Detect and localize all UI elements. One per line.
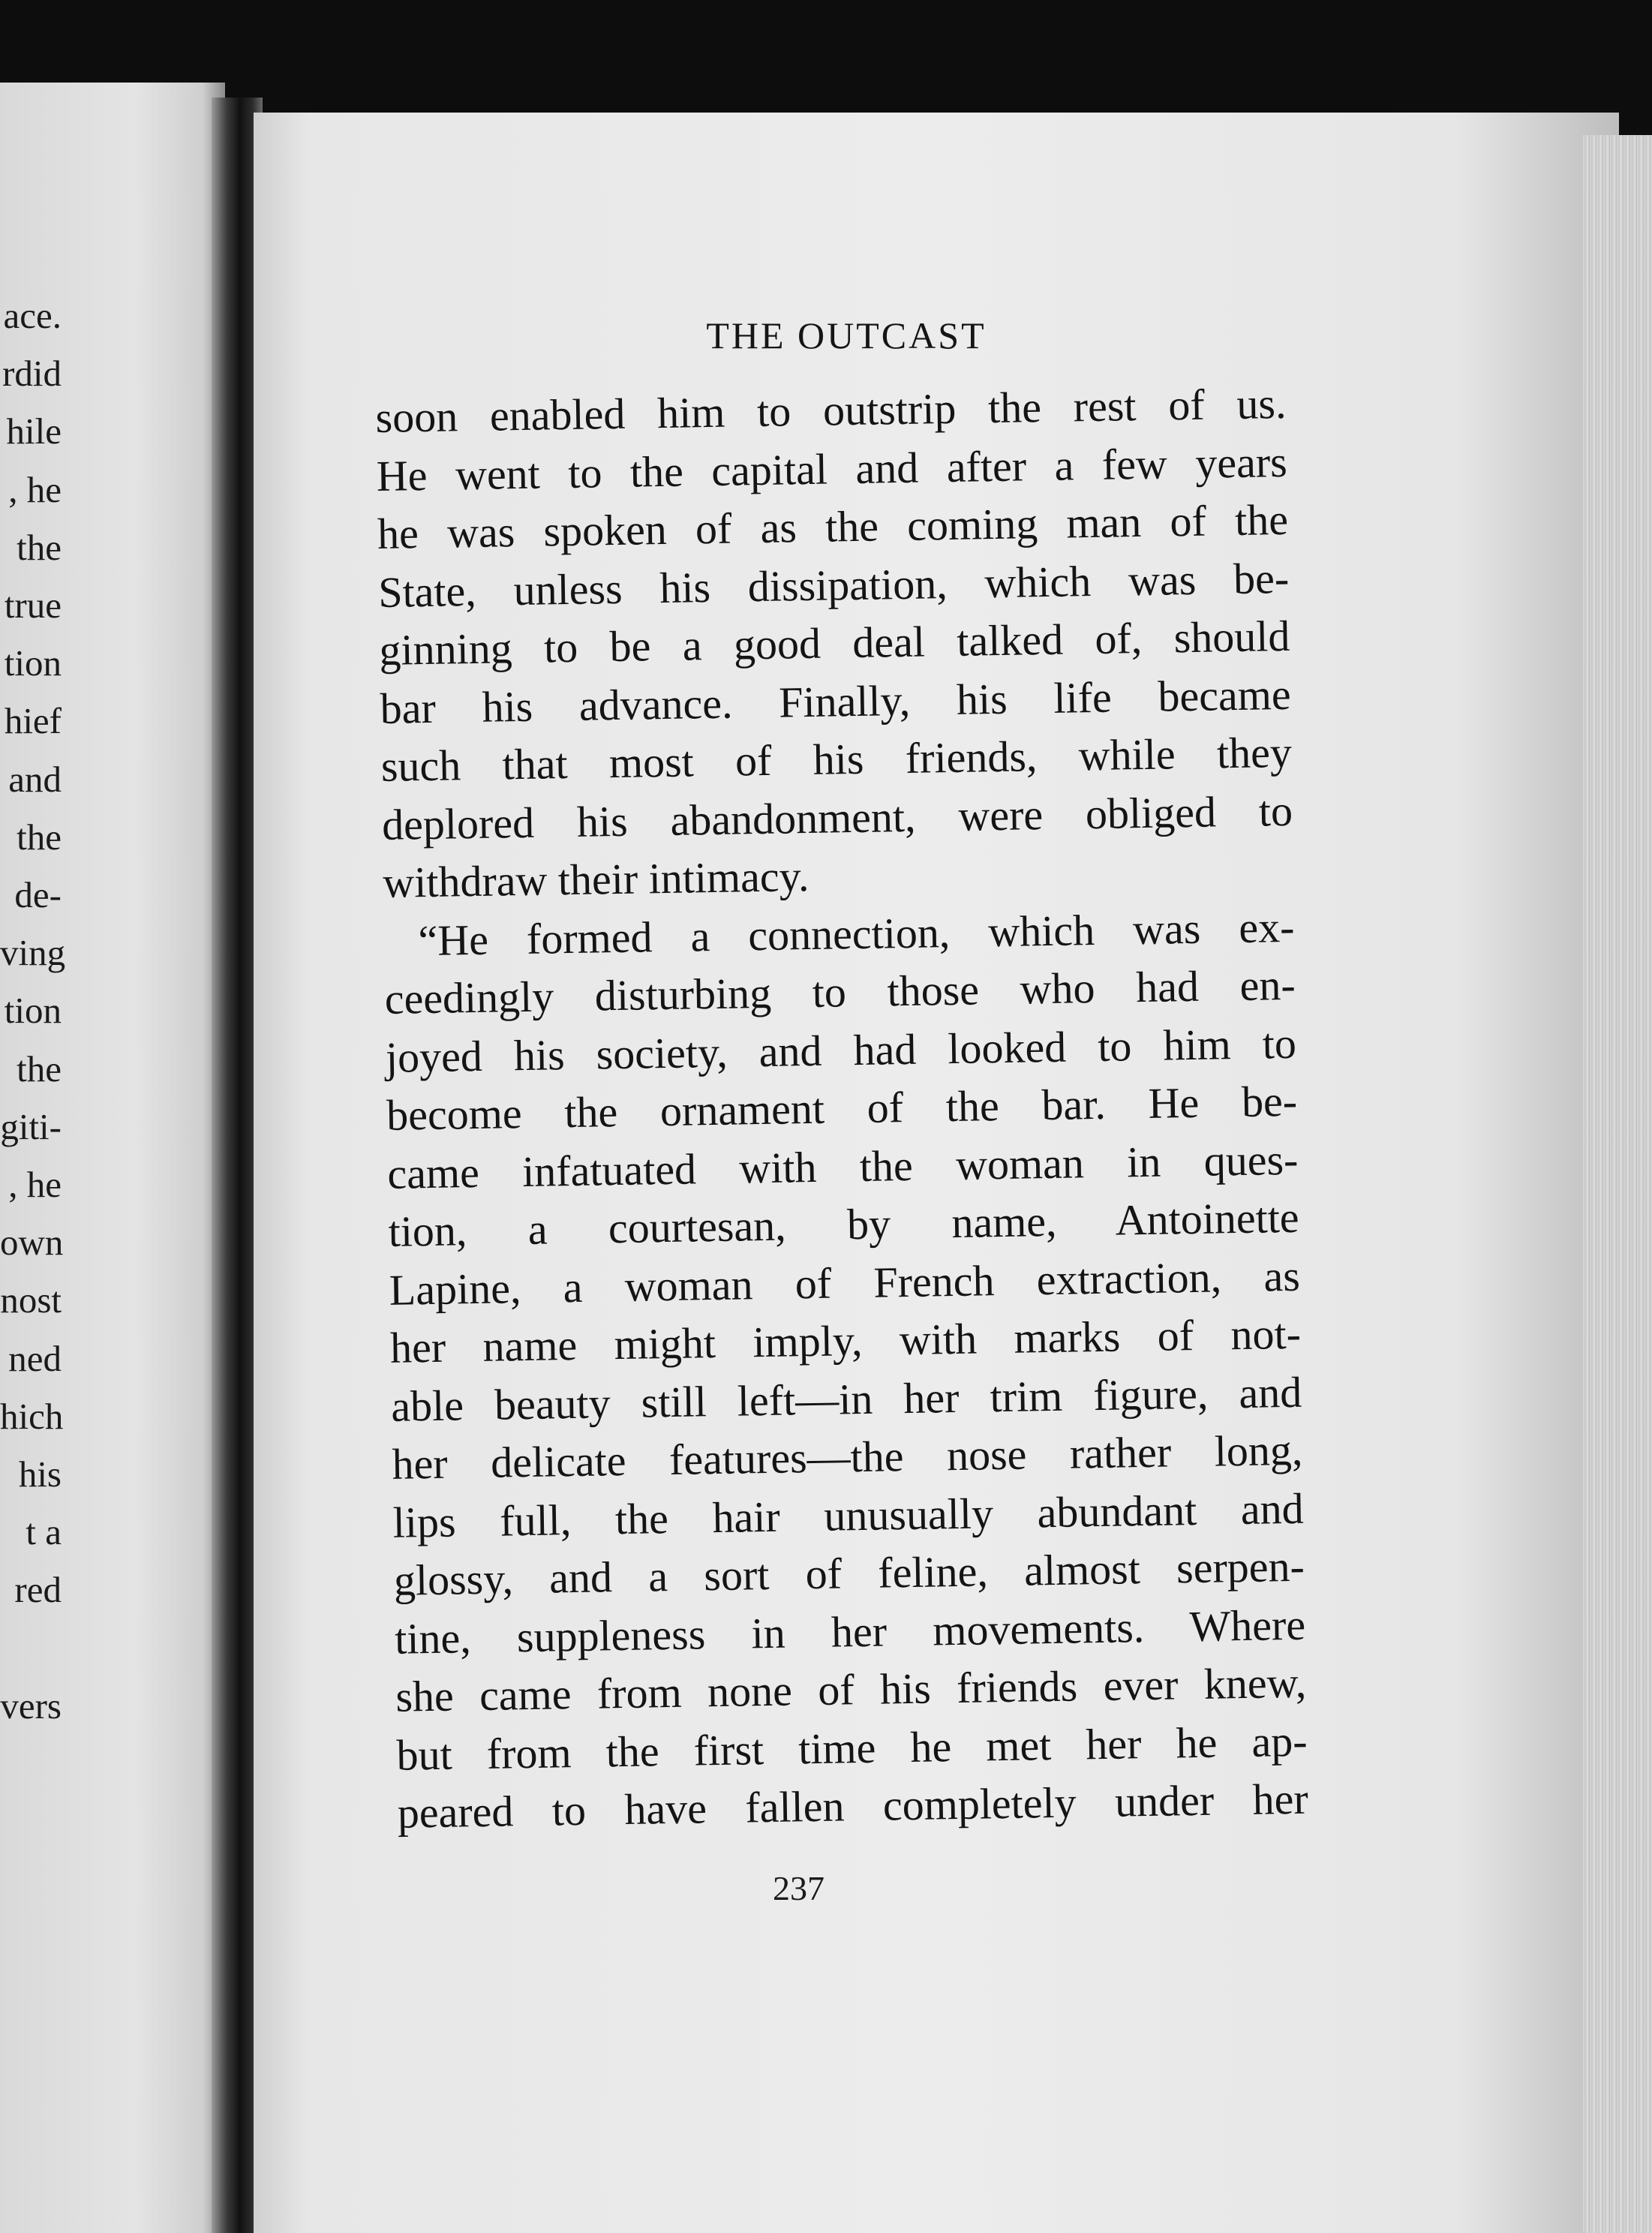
previous-page-line-fragment: hich: [0, 1395, 64, 1437]
previous-page-line-fragment: the: [17, 1047, 62, 1089]
text-line: soon enabled him to outstrip the rest of us.: [375, 378, 1287, 442]
text-line: he was spoken of as the coming man of the: [377, 494, 1289, 558]
text-line: she came from none of his friends ever knew,: [395, 1657, 1307, 1721]
previous-page-line-fragment: , he: [8, 1164, 62, 1205]
body-text: [375, 374, 1308, 1842]
previous-page-line-fragment: rdid: [2, 353, 62, 395]
text-line: able beauty still left—in her trim figure, and: [390, 1367, 1302, 1431]
previous-page-line-fragment: de-: [14, 874, 62, 915]
previous-page-line-fragment: nost: [0, 1279, 62, 1321]
running-head: THE OUTCAST: [706, 314, 987, 356]
text-line: her delicate features—the nose rather long,: [392, 1425, 1303, 1489]
previous-page-line-fragment: the: [17, 816, 62, 858]
text-line: such that most of his friends, while they: [380, 727, 1293, 791]
text-line: He went to the capital and after a few years: [376, 437, 1288, 500]
text-line: “He formed a connection, which was ex-: [418, 902, 1295, 965]
text-line: peared to have fallen completely under her: [397, 1774, 1309, 1838]
previous-page-text: [0, 83, 225, 2233]
text-line: become the ornament of the bar. He be-: [386, 1076, 1298, 1140]
text-line: came infatuated with the woman in ques-: [386, 1135, 1299, 1198]
previous-page-line-fragment: t a: [26, 1511, 62, 1553]
previous-page-line-fragment: tion: [4, 990, 62, 1032]
text-line: her name might imply, with marks of not-: [389, 1309, 1302, 1372]
previous-page-line-fragment: ace.: [3, 295, 62, 336]
text-line: but from the first time he met her he ap-: [396, 1716, 1308, 1780]
previous-page-line-fragment: hief: [4, 700, 62, 742]
text-line: ceedingly disturbing to those who had en-: [384, 960, 1296, 1023]
previous-page-line-fragment: tion: [4, 642, 62, 684]
text-line: glossy, and a sort of feline, almost serpen-: [393, 1541, 1305, 1605]
previous-page-line-fragment: , he: [8, 468, 62, 510]
page-number: 237: [773, 1869, 824, 1907]
text-line: ginning to be a good deal talked of, should: [378, 611, 1290, 675]
text-line: State, unless his dissipation, which was be-: [377, 553, 1290, 617]
text-line: withdraw their intimacy.: [382, 852, 809, 907]
page-edges: [1583, 135, 1652, 2233]
previous-page-line-fragment: own: [0, 1222, 64, 1264]
text-line: joyed his society, and had looked to him to: [385, 1018, 1297, 1082]
previous-page-line-fragment: true: [4, 585, 62, 626]
previous-page-line-fragment: vers: [0, 1685, 62, 1727]
previous-page-line-fragment: red: [14, 1569, 62, 1611]
text-line: lips full, the hair unusually abundant and: [392, 1483, 1305, 1547]
previous-page-line-fragment: and: [8, 758, 62, 800]
previous-page-line-fragment: ving: [0, 932, 66, 974]
previous-page-line-fragment: giti-: [0, 1105, 62, 1147]
text-line: tine, suppleness in her movements. Where: [394, 1600, 1306, 1663]
previous-page: [0, 83, 225, 2233]
text-line: Lapine, a woman of French extraction, as: [389, 1251, 1301, 1315]
previous-page-line-fragment: his: [18, 1453, 62, 1495]
previous-page-line-fragment: hile: [6, 410, 62, 452]
text-line: tion, a courtesan, by name, Antoinette: [388, 1192, 1300, 1256]
text-line: bar his advance. Finally, his life became: [380, 669, 1292, 733]
previous-page-line-fragment: ned: [8, 1337, 62, 1379]
text-line: deplored his abandonment, were obliged to: [381, 786, 1293, 849]
previous-page-line-fragment: the: [17, 526, 62, 568]
